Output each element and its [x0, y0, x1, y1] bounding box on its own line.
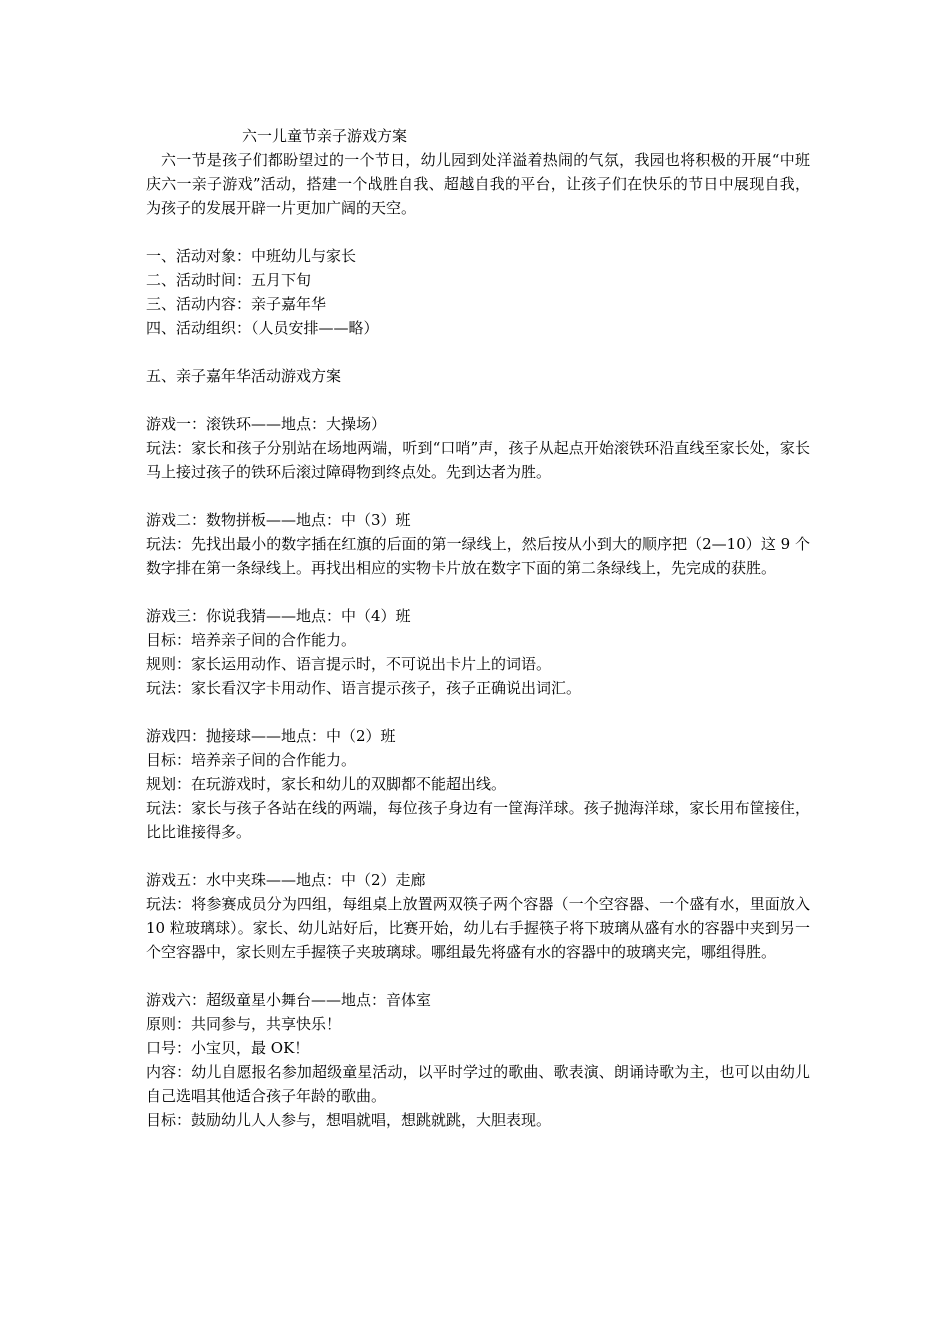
spacer: [146, 844, 810, 868]
spacer: [146, 484, 810, 508]
spacer: [146, 700, 810, 724]
game2-heading: 游戏二：数物拼板——地点：中（3）班: [146, 511, 411, 529]
game6-heading: 游戏六：超级童星小舞台——地点：音体室: [146, 991, 432, 1009]
game4-goal: 目标：培养亲子间的合作能力。: [146, 751, 357, 769]
item-content: 三、活动内容：亲子嘉年华: [146, 295, 327, 313]
spacer: [146, 964, 810, 988]
game6-goal: 目标：鼓励幼儿人人参与，想唱就唱，想跳就跳，大胆表现。: [146, 1111, 552, 1129]
game2-play: 玩法：先找出最小的数字插在红旗的后面的第一绿线上，然后按从小到大的顺序把（2—10）这 9 个数字排在第一条绿线上。再找出相应的实物卡片放在数字下面的第二条绿线上，先完成的获胜。: [146, 535, 810, 577]
game3-heading: 游戏三：你说我猜——地点：中（4）班: [146, 607, 411, 625]
section-five-heading: 五、亲子嘉年华活动游戏方案: [146, 367, 342, 385]
spacer: [146, 580, 810, 604]
game1-play: 玩法：家长和孩子分别站在场地两端，听到“口哨”声，孩子从起点开始滚铁环沿直线至家长处，家长马上接过孩子的铁环后滚过障碍物到终点处。先到达者为胜。: [146, 439, 810, 481]
document-title: 六一儿童节亲子游戏方案: [242, 127, 408, 145]
spacer: [146, 340, 810, 364]
item-target: 一、活动对象：中班幼儿与家长: [146, 247, 357, 265]
game6-principle: 原则：共同参与，共享快乐！: [146, 1015, 342, 1033]
game6-content: 内容：幼儿自愿报名参加超级童星活动，以平时学过的歌曲、歌表演、朗诵诗歌为主，也可以由幼儿自己选唱其他适合孩子年龄的歌曲。: [146, 1063, 810, 1105]
game4-heading: 游戏四：抛接球——地点：中（2）班: [146, 727, 396, 745]
game5-play: 玩法：将参赛成员分为四组，每组桌上放置两双筷子两个容器（一个空容器、一个盛有水，里面放入 10 粒玻璃球）。家长、幼儿站好后，比赛开始，幼儿右手握筷子将下玻璃从盛有水的容器中夹到另一个空容器中，家长则左手握筷子夹玻璃球。哪组最先将盛有水的容器中的玻璃夹完，哪组得胜。: [146, 895, 810, 961]
game4-play: 玩法：家长与孩子各站在线的两端，每位孩子身边有一筐海洋球。孩子抛海洋球，家长用布筐接住，比比谁接得多。: [146, 799, 810, 841]
game3-rule: 规则：家长运用动作、语言提示时，不可说出卡片上的词语。: [146, 655, 552, 673]
game1-heading: 游戏一：滚铁环——地点：大操场）: [146, 415, 387, 433]
item-organization: 四、活动组织：（人员安排——略）: [146, 319, 379, 337]
spacer: [146, 388, 810, 412]
game5-heading: 游戏五：水中夹珠——地点：中（2）走廊: [146, 871, 426, 889]
item-time: 二、活动时间：五月下旬: [146, 271, 312, 289]
game4-rule: 规划：在玩游戏时，家长和幼儿的双脚都不能超出线。: [146, 775, 507, 793]
spacer: [146, 220, 810, 244]
intro-paragraph: 六一节是孩子们都盼望过的一个节日，幼儿园到处洋溢着热闹的气氛，我园也将积极的开展“中班庆六一亲子游戏”活动，搭建一个战胜自我、超越自我的平台，让孩子们在快乐的节日中展现自我，为孩子的发展开辟一片更加广阔的天空。: [146, 151, 810, 217]
document-page: [146, 124, 810, 1132]
game3-goal: 目标：培养亲子间的合作能力。: [146, 631, 357, 649]
game3-play: 玩法：家长看汉字卡用动作、语言提示孩子，孩子正确说出词汇。: [146, 679, 582, 697]
game6-slogan: 口号：小宝贝，最 OK！: [146, 1039, 310, 1057]
